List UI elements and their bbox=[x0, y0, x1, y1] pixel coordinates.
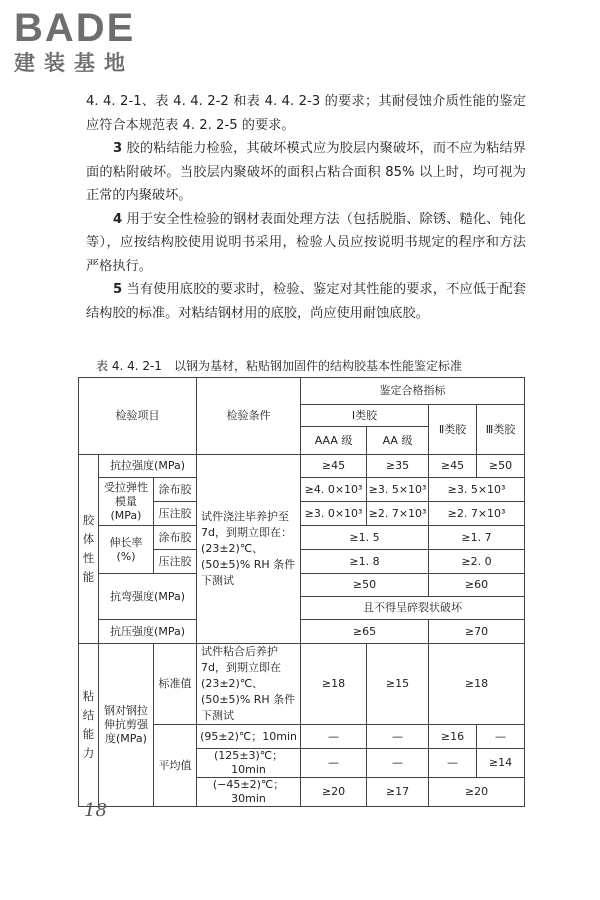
sub-label: 标准值 bbox=[154, 644, 197, 725]
test-condition: 试件浇注毕养护至 7d，到期立即在：(23±2)℃、(50±5)% RH 条件下测试 bbox=[197, 455, 301, 644]
header-aaa: AAA 级 bbox=[301, 427, 367, 455]
group-label-text: 胶体性能 bbox=[82, 513, 95, 584]
value-cell: — bbox=[429, 749, 477, 778]
value-cell: ≥15 bbox=[367, 644, 429, 725]
value-cell: — bbox=[367, 725, 429, 749]
value-cell: ≥3. 5×10³ bbox=[429, 478, 525, 502]
header-criteria: 鉴定合格指标 bbox=[301, 378, 525, 405]
paragraph-continuation: 4. 4. 2-1、表 4. 4. 2-2 和表 4. 4. 2-3 的要求；其耐侵蚀介质性能的鉴定应符合本规范表 4. 2. 2-5 的要求。 bbox=[86, 94, 526, 133]
item-text: 胶的粘结能力检验，其破坏模式应为胶层内聚破坏，而不应为粘结界面的粘附破坏。当胶层内聚破坏的面积占粘合面积 85% 以上时，均可视为正常的内聚破坏。 bbox=[86, 141, 526, 203]
paragraph-item-3 bbox=[86, 137, 526, 208]
page-number: 18 bbox=[84, 800, 107, 821]
value-cell: ≥65 bbox=[301, 620, 429, 644]
row-label: 抗压强度(MPa) bbox=[99, 620, 197, 644]
paragraph-item-5 bbox=[86, 278, 526, 325]
value-cell: ≥4. 0×10³ bbox=[301, 478, 367, 502]
value-cell: ≥50 bbox=[477, 455, 525, 478]
value-note: 且不得呈碎裂状破坏 bbox=[301, 597, 525, 620]
row-label: 伸长率(%) bbox=[99, 526, 154, 574]
group-label-text: 粘结能力 bbox=[82, 689, 95, 760]
performance-standard-table bbox=[78, 377, 525, 807]
header-class1: Ⅰ类胶 bbox=[301, 405, 429, 427]
value-cell: — bbox=[367, 749, 429, 778]
value-cell: ≥18 bbox=[301, 644, 367, 725]
value-cell: ≥45 bbox=[301, 455, 367, 478]
value-cell: ≥45 bbox=[429, 455, 477, 478]
sub-label: 平均值 bbox=[154, 725, 197, 807]
item-number: 3 bbox=[113, 141, 123, 156]
item-text: 当有使用底胶的要求时，检验、鉴定对其性能的要求，不应低于配套结构胶的标准。对粘结钢材用的底胶，尚应使用耐蚀底胶。 bbox=[86, 282, 526, 321]
test-condition: (95±2)℃；10min bbox=[197, 725, 301, 749]
row-label: 抗拉强度(MPa) bbox=[99, 455, 197, 478]
sub-label: 涂布胶 bbox=[154, 526, 197, 550]
value-cell: ≥1. 7 bbox=[429, 526, 525, 550]
table-caption: 表 4. 4. 2-1 以钢为基材，粘贴钢加固件的结构胶基本性能鉴定标准 bbox=[96, 359, 462, 373]
value-cell: ≥70 bbox=[429, 620, 525, 644]
header-class2: Ⅱ类胶 bbox=[429, 405, 477, 455]
header-class3: Ⅲ类胶 bbox=[477, 405, 525, 455]
header-aa: AA 级 bbox=[367, 427, 429, 455]
value-cell: ≥20 bbox=[429, 778, 525, 807]
value-cell: ≥1. 5 bbox=[301, 526, 429, 550]
value-cell: — bbox=[477, 725, 525, 749]
header-condition: 检验条件 bbox=[197, 378, 301, 455]
sub-label: 涂布胶 bbox=[154, 478, 197, 502]
sub-label: 压注胶 bbox=[154, 502, 197, 526]
logo-wordmark: BADE bbox=[14, 6, 136, 50]
paragraph-item-4 bbox=[86, 208, 526, 279]
item-number: 5 bbox=[113, 282, 123, 297]
test-condition: (125±3)℃；10min bbox=[197, 749, 301, 778]
value-cell: — bbox=[301, 725, 367, 749]
item-number: 4 bbox=[113, 211, 123, 227]
sub-label: 压注胶 bbox=[154, 550, 197, 574]
brand-logo bbox=[14, 6, 135, 76]
value-cell: ≥16 bbox=[429, 725, 477, 749]
header-item: 检验项目 bbox=[79, 378, 197, 455]
value-cell: ≥20 bbox=[301, 778, 367, 807]
logo-subtitle: 建装基地 bbox=[14, 51, 134, 75]
test-condition: (−45±2)℃；30min bbox=[197, 778, 301, 807]
value-cell: ≥3. 5×10³ bbox=[367, 478, 429, 502]
value-cell: — bbox=[301, 749, 367, 778]
group-label-bond bbox=[79, 644, 99, 807]
test-condition: 试件粘合后养护 7d，到期立即在 (23±2)℃、(50±5)% RH 条件下测试 bbox=[197, 644, 301, 725]
value-cell: ≥60 bbox=[429, 574, 525, 597]
value-cell: ≥14 bbox=[477, 749, 525, 778]
group-label-gel bbox=[79, 455, 99, 644]
value-cell: ≥3. 0×10³ bbox=[301, 502, 367, 526]
item-text: 用于安全性检验的钢材表面处理方法（包括脱脂、除锈、糙化、钝化等），应按结构胶使用说明书采用，检验人员应按说明书规定的程序和方法严格执行。 bbox=[86, 211, 526, 274]
row-label: 受拉弹性模量(MPa) bbox=[99, 478, 154, 526]
value-cell: ≥50 bbox=[301, 574, 429, 597]
value-cell: ≥1. 8 bbox=[301, 550, 429, 574]
value-cell: ≥2. 0 bbox=[429, 550, 525, 574]
value-cell: ≥2. 7×10³ bbox=[367, 502, 429, 526]
row-label: 钢对钢拉伸抗剪强度(MPa) bbox=[99, 644, 154, 807]
value-cell: ≥18 bbox=[429, 644, 525, 725]
body-text bbox=[86, 90, 526, 325]
value-cell: ≥35 bbox=[367, 455, 429, 478]
value-cell: ≥17 bbox=[367, 778, 429, 807]
value-cell: ≥2. 7×10³ bbox=[429, 502, 525, 526]
row-label: 抗弯强度(MPa) bbox=[99, 574, 197, 620]
